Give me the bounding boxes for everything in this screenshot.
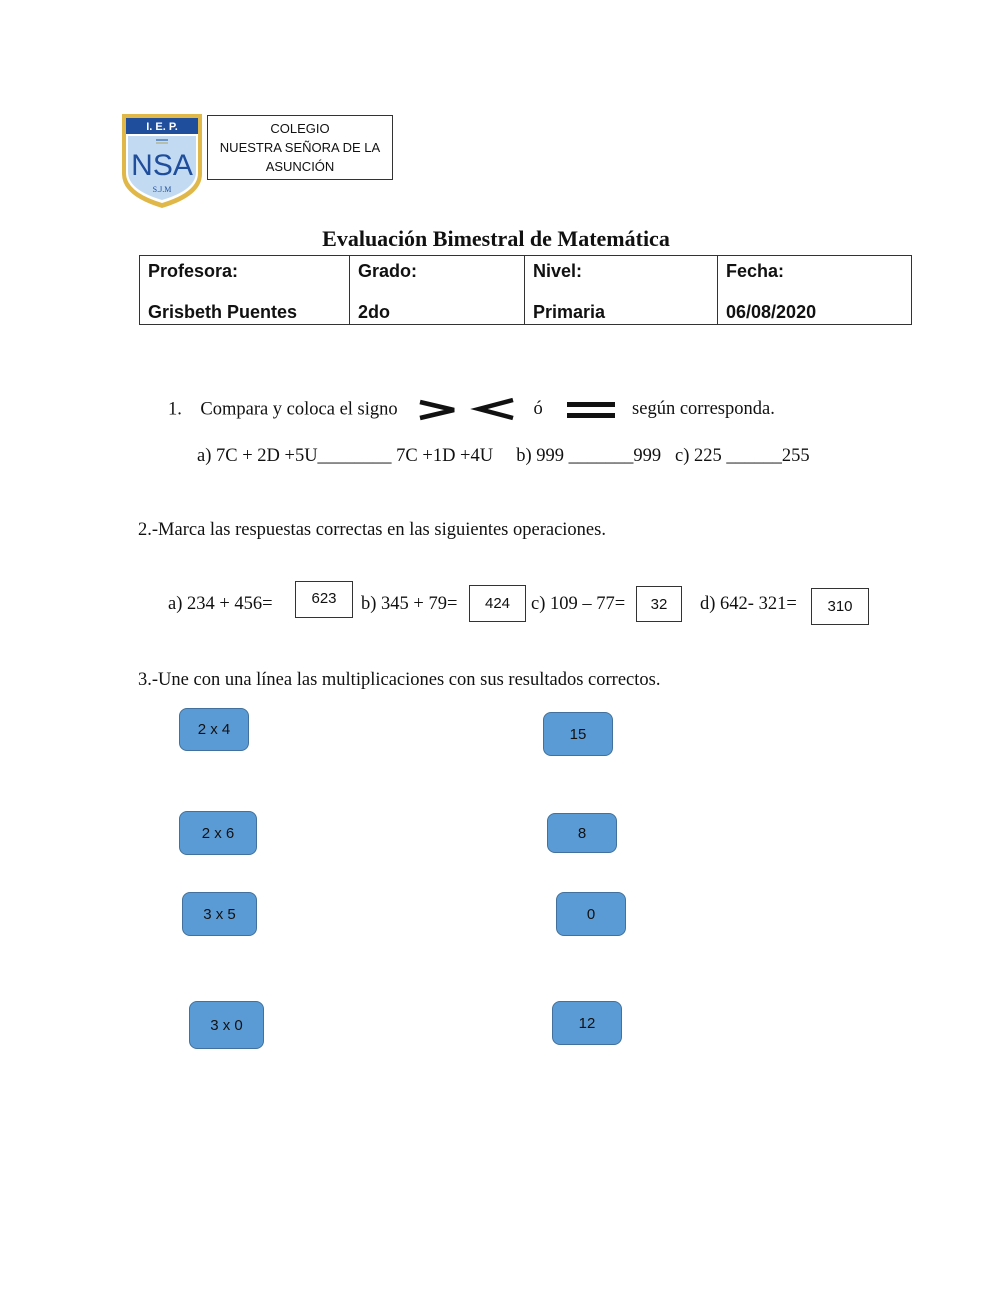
result-pill[interactable]: 8: [547, 813, 617, 853]
question-2-title: 2.-Marca las respuestas correctas en las siguientes operaciones.: [138, 520, 606, 540]
info-label: Fecha:: [726, 261, 785, 281]
school-name-line: ASUNCIÓN: [265, 159, 335, 174]
question-2-line: [168, 594, 888, 628]
school-name-line: COLEGIO: [270, 121, 330, 136]
question-1: [168, 397, 775, 423]
question-number: 1.: [168, 399, 182, 420]
question-1-text: Compara y coloca el signo: [200, 399, 398, 420]
result-pill[interactable]: 0: [556, 892, 626, 936]
info-cell-level: [525, 256, 718, 325]
q2-item-c-label: c) 109 – 77=: [531, 594, 626, 614]
answer-box-b[interactable]: 424: [469, 585, 526, 622]
info-cell-date: [718, 256, 912, 325]
school-logo: [120, 112, 204, 210]
q2-item-a-label: a) 234 + 456=: [168, 594, 273, 614]
question-1-text-after: según corresponda.: [632, 399, 775, 420]
multiplication-pill[interactable]: 2 x 6: [179, 811, 257, 855]
q2-item-d-label: d) 642- 321=: [700, 594, 797, 614]
q1-option-c: c) 225 ______255: [675, 446, 810, 466]
greater-than-icon: [414, 397, 464, 423]
school-name-line: NUESTRA SEÑORA DE LA: [219, 140, 381, 155]
info-label: Profesora:: [148, 261, 239, 281]
school-name-box: [207, 115, 393, 180]
multiplication-pill[interactable]: 3 x 0: [189, 1001, 264, 1049]
answer-box-d[interactable]: 310: [811, 588, 869, 625]
multiplication-pill[interactable]: 2 x 4: [179, 708, 249, 751]
q2-item-b-label: b) 345 + 79=: [361, 594, 458, 614]
info-value: 2do: [358, 302, 391, 322]
answer-box-c[interactable]: 32: [636, 586, 682, 622]
info-label: Nivel:: [533, 261, 583, 281]
logo-initials: NSA: [131, 149, 193, 182]
logo-top-text: I. E. P.: [146, 121, 178, 133]
less-than-icon: [469, 397, 519, 423]
q1-option-a: a) 7C + 2D +5U________ 7C +1D +4U: [197, 446, 494, 466]
or-text: ó: [533, 399, 543, 420]
info-cell-grade: [350, 256, 525, 325]
result-pill[interactable]: 15: [543, 712, 613, 756]
info-value: Grisbeth Puentes: [148, 302, 298, 322]
q1-option-b: b) 999 _______999: [516, 446, 662, 466]
info-cell-teacher: [140, 256, 350, 325]
info-value: Primaria: [533, 302, 606, 322]
result-pill[interactable]: 12: [552, 1001, 622, 1045]
info-label: Grado:: [358, 261, 418, 281]
equals-icon: [563, 397, 623, 423]
exam-title: Evaluación Bimestral de Matemática: [322, 226, 670, 251]
answer-box-a[interactable]: 623: [295, 581, 353, 618]
question-3-title: 3.-Une con una línea las multiplicaciones con sus resultados correctos.: [138, 670, 661, 690]
logo-motto: S.J.M: [152, 185, 172, 194]
info-value: 06/08/2020: [726, 302, 817, 322]
question-1-options: [197, 446, 810, 467]
info-table: [139, 255, 912, 325]
multiplication-pill[interactable]: 3 x 5: [182, 892, 257, 936]
